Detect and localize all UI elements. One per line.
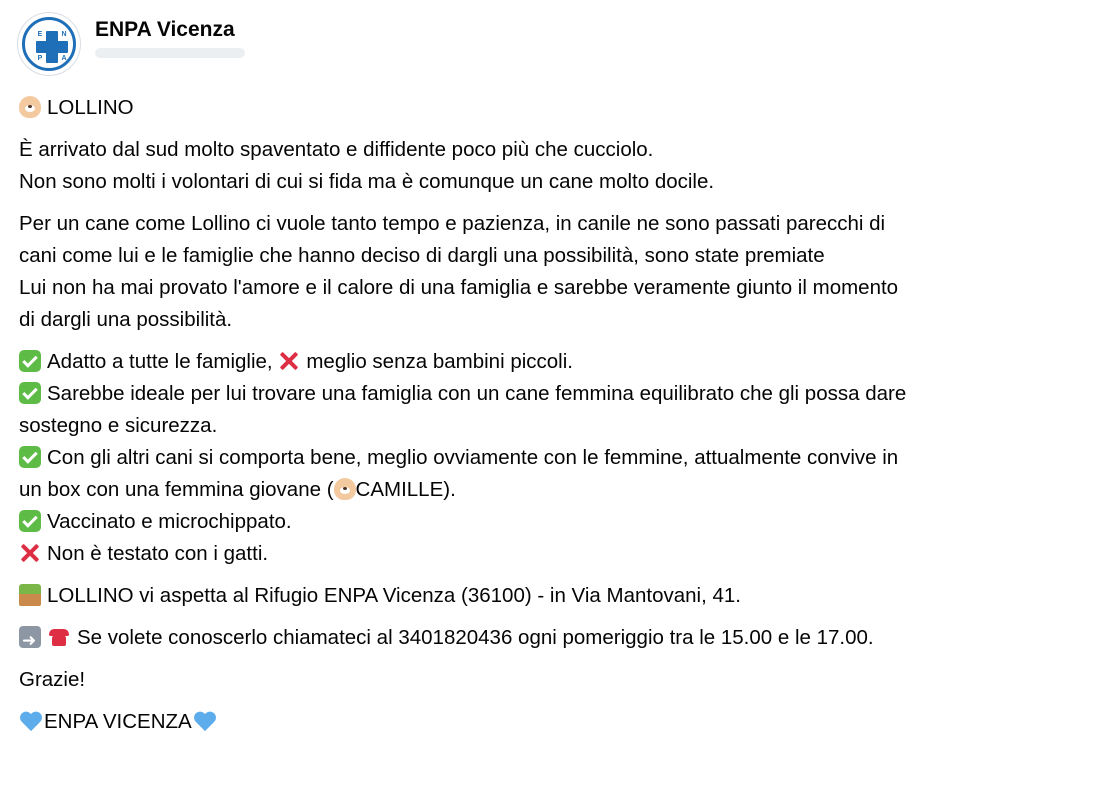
trait-item: Adatto a tutte le famiglie, meglio senza bambini piccoli. (19, 346, 1089, 378)
right-arrow-icon (19, 626, 41, 648)
check-mark-icon (19, 382, 41, 404)
story-line-1: Per un cane come Lollino ci vuole tanto tempo e pazienza, in canile ne sono passati parecchi di (19, 212, 886, 235)
signature-text: ENPA VICENZA (44, 710, 192, 733)
story-paragraph (19, 208, 1089, 336)
intro-paragraph (19, 134, 1089, 198)
blue-heart-icon (19, 710, 43, 732)
page-name-link[interactable]: ENPA Vicenza (95, 18, 235, 41)
check-mark-icon (19, 350, 41, 372)
thanks-paragraph (19, 664, 1089, 696)
logo-letter-p: P (37, 55, 43, 62)
contact-paragraph (19, 622, 1089, 654)
dog-face-icon (334, 478, 356, 500)
page-avatar[interactable] (17, 12, 81, 76)
trait-item: Sarebbe ideale per lui trovare una famiglia con un cane femmina equilibrato che gli possa dare (19, 378, 1089, 410)
logo-letter-a: A (61, 55, 67, 62)
house-with-garden-icon (19, 584, 41, 606)
intro-line-1: È arrivato dal sud molto spaventato e diffidente poco più che cucciolo. (19, 138, 654, 161)
check-mark-icon (19, 446, 41, 468)
signature-paragraph (19, 706, 1089, 738)
post-timestamp-blurred (95, 48, 245, 58)
title-text: LOLLINO (47, 96, 134, 119)
post-body (19, 92, 1089, 748)
location-paragraph (19, 580, 1089, 612)
cross-mark-icon (19, 542, 41, 564)
story-line-4: di dargli una possibilità. (19, 308, 233, 331)
telephone-icon (47, 626, 71, 648)
check-mark-icon (19, 510, 41, 532)
trait-item-continuation: un box con una femmina giovane ( CAMILLE). (19, 478, 456, 501)
cross-mark-icon (278, 350, 300, 372)
trait-item: Non è testato con i gatti. (19, 538, 1089, 570)
blue-heart-icon (193, 710, 217, 732)
story-line-2: cani come lui e le famiglie che hanno deciso di dargli una possibilità, sono state premiate (19, 244, 825, 267)
thanks-text: Grazie! (19, 668, 86, 691)
contact-text: Se volete conoscerlo chiamateci al 3401820436 ogni pomeriggio tra le 15.00 e le 17.00. (77, 626, 874, 649)
trait-item: Con gli altri cani si comporta bene, meglio ovviamente con le femmine, attualmente convive in (19, 442, 1089, 474)
trait-item-continuation: sostegno e sicurezza. (19, 414, 218, 437)
traits-list (19, 346, 1089, 570)
logo-letter-n: N (61, 31, 67, 38)
enpa-logo-icon (22, 17, 76, 71)
post-title (19, 92, 1089, 124)
dog-face-icon (19, 96, 41, 118)
location-text: LOLLINO vi aspetta al Rifugio ENPA Vicenza (36100) - in Via Mantovani, 41. (47, 584, 741, 607)
story-line-3: Lui non ha mai provato l'amore e il calore di una famiglia e sarebbe veramente giunto il momento (19, 276, 899, 299)
logo-letter-e: E (37, 31, 43, 38)
intro-line-2: Non sono molti i volontari di cui si fida ma è comunque un cane molto docile. (19, 170, 715, 193)
trait-item: Vaccinato e microchippato. (19, 506, 1089, 538)
